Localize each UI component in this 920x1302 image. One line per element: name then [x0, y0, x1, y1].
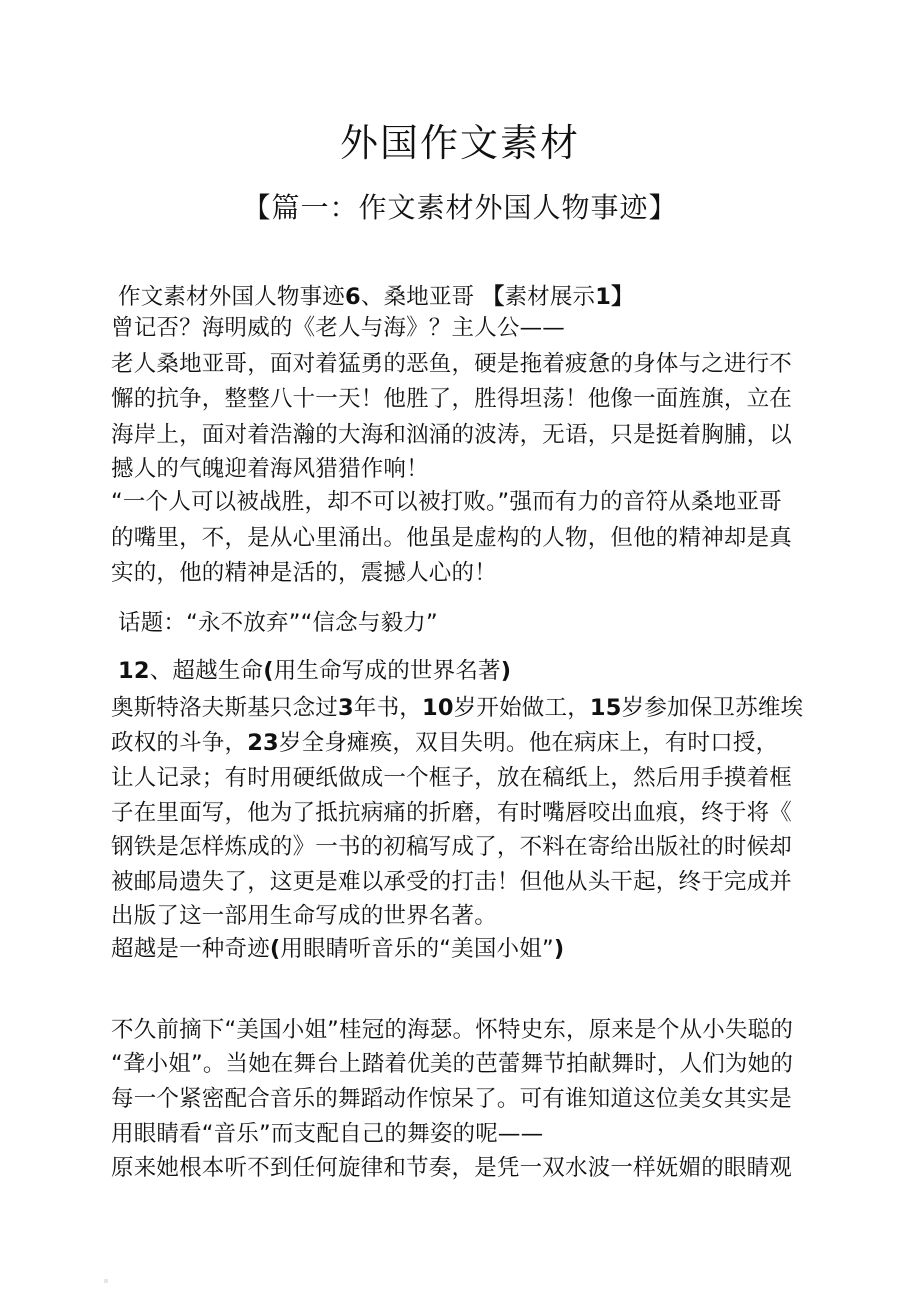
text-line: 曾记否？海明威的《老人与海》？主人公—— — [111, 315, 566, 341]
text-line: 被邮局遗失了，这更是难以承受的打击！但他从头干起，终于完成并 — [111, 869, 793, 895]
text-line: 出版了这一部用生命写成的世界名著。 — [111, 903, 497, 929]
text-line: “聋小姐”。当她在舞台上踏着优美的芭蕾舞节拍献舞时，人们为她的 — [111, 1051, 794, 1077]
text-line: 不久前摘下“美国小姐”桂冠的海瑟。怀特史东，原来是个从小失聪的 — [111, 1017, 794, 1043]
section-heading: 【篇一：作文素材外国人物事迹】 — [242, 191, 678, 224]
text-line: “一个人可以被战胜，却不可以被打败。”强而有力的音符从桑地亚哥 — [111, 489, 782, 515]
text-line: 奥斯特洛夫斯基只念过3年书，10岁开始做工，15岁参加保卫苏维埃 — [111, 695, 804, 721]
text-line: 政权的斗争，23岁全身瘫痪，双目失明。他在病床上，有时口授， — [111, 730, 779, 756]
text-line: 钢铁是怎样炼成的》一书的初稿写成了，不料在寄给出版社的时候却 — [111, 834, 793, 860]
text-line: 用眼睛看“音乐”而支配自己的舞姿的呢—— — [111, 1121, 544, 1147]
text-line: 12、超越生命(用生命写成的世界名著) — [118, 658, 512, 684]
text-line: 作文素材外国人物事迹6、桑地亚哥 【素材展示1】 — [118, 284, 634, 310]
text-line: 海岸上，面对着浩瀚的大海和汹涌的波涛，无语，只是挺着胸脯，以 — [111, 422, 793, 448]
text-line: 话题：“永不放弃”“信念与毅力” — [118, 610, 438, 636]
text-line: 原来她根本听不到任何旋律和节奏，是凭一双水波一样妩媚的眼睛观 — [111, 1155, 793, 1181]
text-line: 的嘴里，不，是从心里涌出。他虽是虚构的人物，但他的精神却是真 — [111, 525, 793, 551]
text-line: 实的，他的精神是活的，震撼人心的！ — [111, 560, 497, 586]
text-line: 撼人的气魄迎着海风猎猎作响！ — [111, 456, 429, 482]
text-line: 超越是一种奇迹(用眼睛听音乐的“美国小姐”) — [111, 936, 565, 962]
text-line: 老人桑地亚哥，面对着猛勇的恶鱼，硬是拖着疲惫的身体与之进行不 — [111, 351, 793, 377]
page-title: 外国作文素材 — [339, 121, 580, 165]
text-line: 懈的抗争，整整八十一天！他胜了，胜得坦荡！他像一面旌旗，立在 — [111, 386, 793, 412]
text-line: 让人记录；有时用硬纸做成一个框子，放在稿纸上，然后用手摸着框 — [111, 765, 793, 791]
page-dot — [104, 1279, 108, 1283]
text-line: 子在里面写，他为了抵抗病痛的折磨，有时嘴唇咬出血痕，终于将《 — [111, 800, 793, 826]
text-line: 每一个紧密配合音乐的舞蹈动作惊呆了。可有谁知道这位美女其实是 — [111, 1086, 793, 1112]
